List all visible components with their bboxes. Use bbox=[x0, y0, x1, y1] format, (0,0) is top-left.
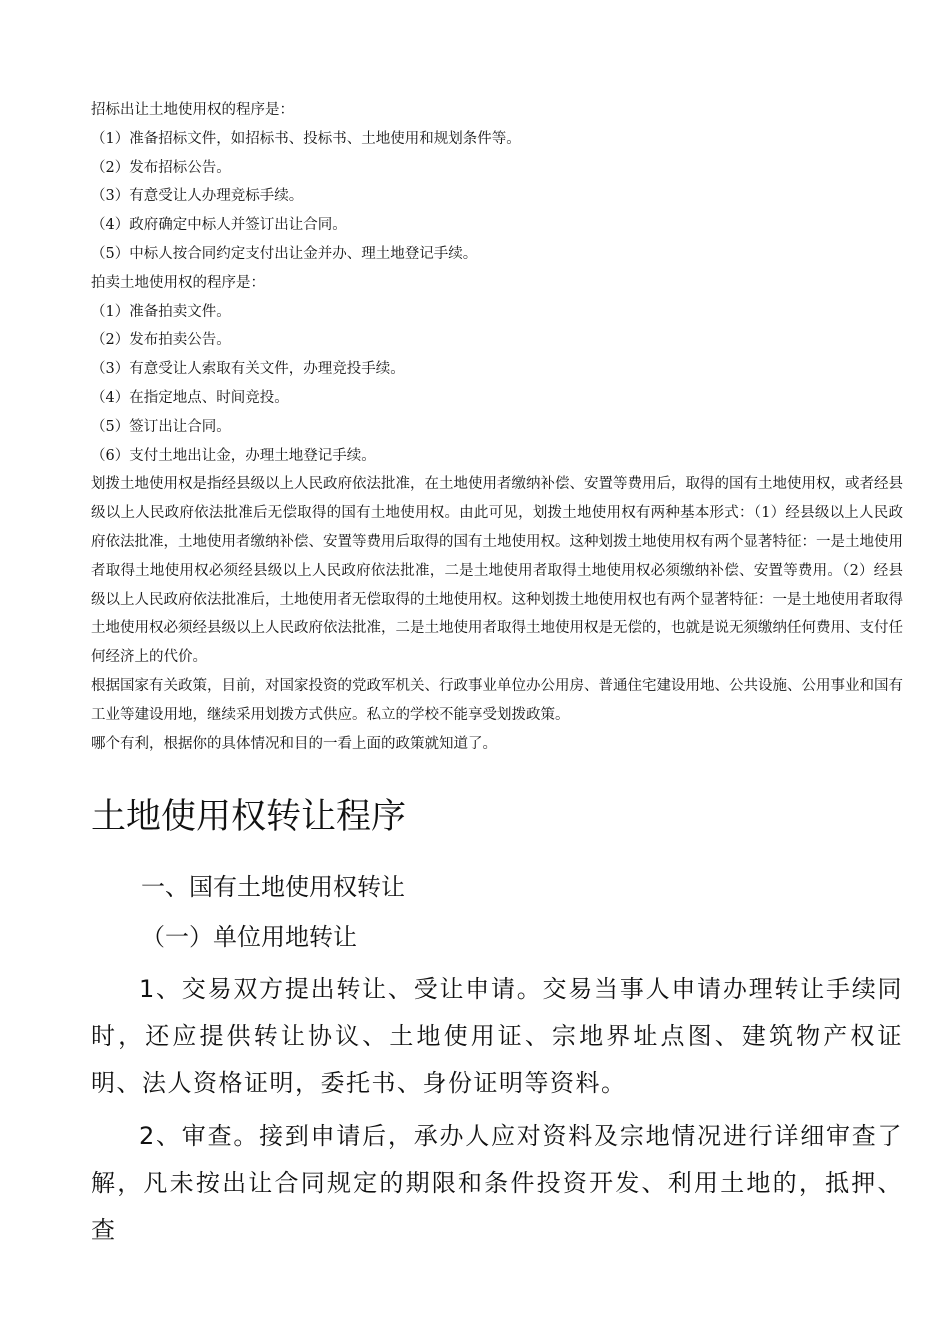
auction-step-1: （1）准备拍卖文件。 bbox=[91, 303, 231, 320]
auction-step-3: （3）有意受让人索取有关文件，办理竞投手续。 bbox=[91, 361, 405, 378]
page-heading: 土地使用权转让程序 bbox=[91, 797, 407, 837]
auction-step-5: （5）签订出让合同。 bbox=[91, 418, 231, 435]
tender-procedure-title: 招标出让土地使用权的程序是： bbox=[91, 102, 294, 118]
auction-step-2: （2）发布拍卖公告。 bbox=[91, 332, 231, 349]
allocation-paragraph: 划拨土地使用权是指经县级以上人民政府依法批准，在土地使用者缴纳补偿、安置等费用后，取得的国有土地使用权，或者经县级以上人民政府依法批准后无偿取得的国有土地使用权。由此可见，划拨土地使用权有两种基本形式：（1）经县级以上人民政府依法批准，土地使用者缴纳补偿、安置等费用后取得的国有土地使用权。这种划拨土地使用权有两个显著特征：一是土地使用者取得土地使用权必须经县级以上人民政府依法批准，二是土地使用者取得土地使用权必须缴纳补偿、安置等费用。（2）经县级以上人民政府依法批准后，土地使用者无偿取得的土地使用权。这种划拨土地使用权也有两个显著特征：一是土地使用者取得土地使用权必须经县级以上人民政府依法批准，二是土地使用者取得土地使用权是无偿的，也就是说无须缴纳任何费用、支付任何经济上的代价。 bbox=[91, 476, 903, 666]
auction-step-4: （4）在指定地点、时间竞投。 bbox=[91, 389, 289, 406]
closing-line: 哪个有利，根据你的具体情况和目的一看上面的政策就知道了。 bbox=[91, 735, 497, 752]
auction-step-6: （6）支付土地出让金，办理土地登记手续。 bbox=[91, 447, 376, 464]
tender-step-3: （3）有意受让人办理竞标手续。 bbox=[91, 188, 304, 205]
step-2-paragraph: 2、审查。接到申请后，承办人应对资料及宗地情况进行详细审查了解，凡未按出让合同规定的期限和条件投资开发、利用土地的，抵押、查 bbox=[91, 1122, 903, 1244]
section-heading: 一、国有土地使用权转让 bbox=[141, 873, 405, 901]
step-1-paragraph: 1、交易双方提出转让、受让申请。交易当事人申请办理转让手续同时，还应提供转让协议、土地使用证、宗地界址点图、建筑物产权证明、法人资格证明，委托书、身份证明等资料。 bbox=[91, 975, 903, 1097]
subsection-heading: （一）单位用地转让 bbox=[141, 923, 357, 951]
notes-block bbox=[91, 96, 903, 758]
policy-paragraph: 根据国家有关政策，目前，对国家投资的党政军机关、行政事业单位办公用房、普通住宅建设用地、公共设施、公用事业和国有工业等建设用地，继续采用划拨方式供应。私立的学校不能享受划拨政策。 bbox=[91, 677, 903, 723]
tender-step-4: （4）政府确定中标人并签订出让合同。 bbox=[91, 217, 347, 234]
tender-step-5: （5）中标人按合同约定支付出让金并办、理土地登记手续。 bbox=[91, 245, 478, 262]
tender-step-1: （1）准备招标文件，如招标书、投标书、土地使用和规划条件等。 bbox=[91, 130, 521, 147]
tender-step-2: （2）发布招标公告。 bbox=[91, 159, 231, 176]
auction-procedure-title: 拍卖土地使用权的程序是： bbox=[91, 274, 265, 291]
